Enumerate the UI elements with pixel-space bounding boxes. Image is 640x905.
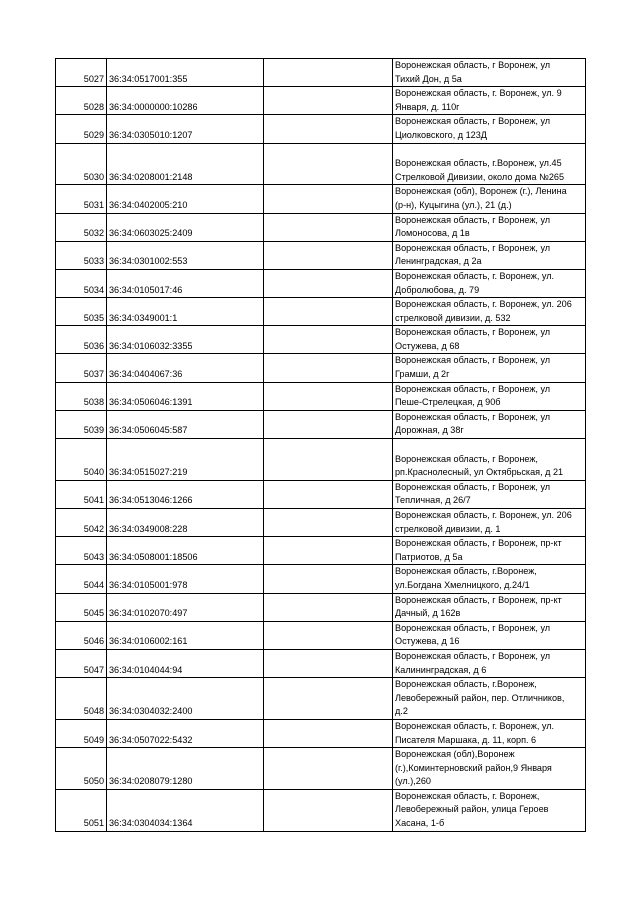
address-cell — [393, 410, 586, 438]
row-number: 5039 — [56, 410, 107, 438]
address-line: Воронежская область, г.Воронеж, — [395, 679, 537, 690]
row-number: 5040 — [56, 439, 107, 481]
table-row — [56, 115, 586, 143]
row-number: 5031 — [56, 185, 107, 213]
address-cell — [393, 382, 586, 410]
address-line: Воронежская (обл), Воронеж (г.), Ленина — [395, 186, 567, 197]
address-line: Тихий Дон, д 5а — [395, 73, 462, 84]
cadastral-number: 36:34:0402005:210 — [107, 185, 264, 213]
table-row — [56, 213, 586, 241]
row-number: 5044 — [56, 565, 107, 593]
address-cell — [393, 115, 586, 143]
address-line: Патриотов, д 5а — [395, 551, 463, 562]
address-line: Воронежская область, г. Воронеж, ул. — [395, 720, 555, 731]
cadastral-number: 36:34:0105001:978 — [107, 565, 264, 593]
cadastral-number: 36:34:0404067:36 — [107, 354, 264, 382]
row-number: 5032 — [56, 213, 107, 241]
address-line: Воронежская область, г Воронеж, ул — [395, 383, 551, 394]
cadastral-number: 36:34:0106032:3355 — [107, 326, 264, 354]
address-cell — [393, 480, 586, 508]
empty-cell — [264, 748, 393, 790]
row-number: 5045 — [56, 593, 107, 621]
table-row — [56, 87, 586, 115]
empty-cell — [264, 480, 393, 508]
cadastral-number: 36:34:0208001:2148 — [107, 143, 264, 185]
cadastral-number: 36:34:0349008:228 — [107, 509, 264, 537]
table-row — [56, 789, 586, 831]
cadastral-number: 36:34:0106002:161 — [107, 621, 264, 649]
address-line: Воронежская область, г. Воронеж, — [395, 790, 540, 801]
address-cell — [393, 87, 586, 115]
empty-cell — [264, 269, 393, 297]
empty-cell — [264, 241, 393, 269]
row-number: 5042 — [56, 509, 107, 537]
address-line: Левобережный район, улица Героев — [395, 804, 549, 815]
empty-cell — [264, 298, 393, 326]
address-line: Воронежская область, г Воронеж, ул — [395, 116, 551, 127]
table-row — [56, 621, 586, 649]
address-line: Грамши, д 2г — [395, 369, 450, 380]
row-number: 5034 — [56, 269, 107, 297]
cadastral-number: 36:34:0104044:94 — [107, 649, 264, 677]
empty-cell — [264, 678, 393, 720]
empty-cell — [264, 354, 393, 382]
empty-cell — [264, 439, 393, 481]
table-row — [56, 410, 586, 438]
empty-cell — [264, 185, 393, 213]
address-line: Левобережный район, пер. Отличников, — [395, 692, 565, 703]
address-line: стрелковой дивизии, д. 532 — [395, 312, 511, 323]
address-line: Воронежская (обл),Воронеж — [395, 749, 515, 760]
row-number: 5047 — [56, 649, 107, 677]
address-line: Воронежская область, г. Воронеж, ул. — [395, 270, 555, 281]
table-row — [56, 143, 586, 185]
address-line — [395, 439, 583, 453]
empty-cell — [264, 537, 393, 565]
row-number: 5036 — [56, 326, 107, 354]
table-row — [56, 185, 586, 213]
address-line: Циолковского, д 123Д — [395, 129, 487, 140]
address-line: Воронежская область, г Воронеж, ул — [395, 327, 551, 338]
cadastral-number: 36:34:0506046:1391 — [107, 382, 264, 410]
address-line: Воронежская область, г Воронеж, ул — [395, 411, 551, 422]
empty-cell — [264, 649, 393, 677]
table-row — [56, 241, 586, 269]
row-number: 5027 — [56, 59, 107, 87]
address-line: Пеше-Стрелецкая, д 90б — [395, 397, 501, 408]
cadastral-number: 36:34:0305010:1207 — [107, 115, 264, 143]
table-row — [56, 748, 586, 790]
registry-table — [55, 58, 586, 832]
cadastral-number: 36:34:0304032:2400 — [107, 678, 264, 720]
address-cell — [393, 748, 586, 790]
address-cell — [393, 649, 586, 677]
table-row — [56, 565, 586, 593]
cadastral-number: 36:34:0000000:10286 — [107, 87, 264, 115]
address-cell — [393, 326, 586, 354]
table-row — [56, 537, 586, 565]
address-line: Остужева, д 68 — [395, 340, 460, 351]
table-row — [56, 678, 586, 720]
address-cell — [393, 509, 586, 537]
row-number: 5046 — [56, 621, 107, 649]
empty-cell — [264, 719, 393, 747]
address-line: Воронежская область, г. Воронеж, ул. 206 — [395, 510, 572, 520]
empty-cell — [264, 410, 393, 438]
cadastral-number: 36:34:0507022:5432 — [107, 719, 264, 747]
address-line: Добролюбова, д. 79 — [395, 284, 480, 295]
table-row — [56, 354, 586, 382]
table-row — [56, 269, 586, 297]
address-line: ул.Богдана Хмелницкого, д.24/1 — [395, 579, 530, 590]
cadastral-number: 36:34:0102070:497 — [107, 593, 264, 621]
address-cell — [393, 621, 586, 649]
cadastral-number: 36:34:0208079:1280 — [107, 748, 264, 790]
row-number: 5043 — [56, 537, 107, 565]
address-cell — [393, 241, 586, 269]
address-line: Воронежская область, г Воронеж, ул — [395, 214, 551, 225]
address-line: Остужева, д 16 — [395, 636, 460, 647]
address-line: (р-н), Куцыгина (ул.), 21 (д.) — [395, 199, 512, 210]
cadastral-number: 36:34:0349001:1 — [107, 298, 264, 326]
address-line: (ул.),260 — [395, 776, 431, 787]
row-number: 5048 — [56, 678, 107, 720]
table-row — [56, 649, 586, 677]
address-line: Ломоносова, д 1в — [395, 228, 470, 239]
address-line: Января, д. 110г — [395, 101, 460, 112]
address-cell — [393, 185, 586, 213]
row-number: 5041 — [56, 480, 107, 508]
cadastral-number: 36:34:0603025:2409 — [107, 213, 264, 241]
address-line: Тепличная, д 26/7 — [395, 495, 471, 506]
address-line: Дачный, д 162в — [395, 608, 461, 619]
row-number: 5029 — [56, 115, 107, 143]
address-line: Воронежская область, г Воронеж, ул — [395, 60, 551, 70]
empty-cell — [264, 326, 393, 354]
table-row — [56, 298, 586, 326]
cadastral-number: 36:34:0506045:587 — [107, 410, 264, 438]
address-line: Стрелковой Дивизии, около дома №265 — [395, 171, 565, 182]
address-cell — [393, 213, 586, 241]
empty-cell — [264, 565, 393, 593]
empty-cell — [264, 789, 393, 831]
row-number: 5050 — [56, 748, 107, 790]
cadastral-number: 36:34:0515027:219 — [107, 439, 264, 481]
empty-cell — [264, 621, 393, 649]
empty-cell — [264, 87, 393, 115]
table-row — [56, 439, 586, 481]
address-line: (г.),Коминтерновский район,9 Января — [395, 762, 552, 773]
registry-table-body — [56, 59, 586, 832]
address-line: стрелковой дивизии, д. 1 — [395, 523, 501, 534]
address-line: Писателя Маршака, д. 11, корп. 6 — [395, 734, 537, 745]
address-line: Воронежская область, г Воронеж, пр-кт — [395, 538, 562, 549]
address-line: рп.Краснолесный, ул Октябрьская, д 21 — [395, 467, 564, 478]
empty-cell — [264, 593, 393, 621]
address-cell — [393, 789, 586, 831]
row-number: 5035 — [56, 298, 107, 326]
table-row — [56, 719, 586, 747]
address-cell — [393, 59, 586, 87]
address-line: Калининградская, д 6 — [395, 664, 487, 675]
cadastral-number: 36:34:0105017:46 — [107, 269, 264, 297]
table-row — [56, 480, 586, 508]
empty-cell — [264, 509, 393, 537]
cadastral-number: 36:34:0304034:1364 — [107, 789, 264, 831]
row-number: 5028 — [56, 87, 107, 115]
row-number: 5037 — [56, 354, 107, 382]
empty-cell — [264, 143, 393, 185]
row-number: 5030 — [56, 143, 107, 185]
address-cell — [393, 678, 586, 720]
address-line: Воронежская область, г Воронеж, ул — [395, 481, 551, 492]
address-line: Воронежская область, г.Воронеж, ул.45 — [395, 158, 562, 169]
address-line: Воронежская область, г.Воронеж, — [395, 566, 537, 577]
row-number: 5051 — [56, 789, 107, 831]
empty-cell — [264, 59, 393, 87]
cadastral-number: 36:34:0508001:18506 — [107, 537, 264, 565]
address-cell — [393, 537, 586, 565]
row-number: 5049 — [56, 719, 107, 747]
empty-cell — [264, 213, 393, 241]
address-line: Воронежская область, г. Воронеж, ул. 9 — [395, 88, 562, 99]
address-line: д.2 — [395, 706, 408, 717]
address-line: Ленинградская, д 2а — [395, 256, 482, 267]
address-line: Дорожная, д 38г — [395, 425, 464, 436]
address-line: Воронежская область, г Воронеж, пр-кт — [395, 594, 562, 605]
table-row — [56, 59, 586, 87]
table-row — [56, 382, 586, 410]
address-line — [395, 144, 583, 158]
row-number: 5033 — [56, 241, 107, 269]
address-cell — [393, 565, 586, 593]
address-line: Воронежская область, г Воронеж, ул — [395, 622, 551, 633]
table-row — [56, 593, 586, 621]
address-line: Воронежская область, г Воронеж, ул — [395, 242, 551, 253]
empty-cell — [264, 115, 393, 143]
address-line: Воронежская область, г Воронеж, ул — [395, 650, 551, 661]
address-cell — [393, 439, 586, 481]
table-row — [56, 509, 586, 537]
address-line: Воронежская область, г Воронеж, ул — [395, 355, 551, 366]
address-cell — [393, 143, 586, 185]
row-number: 5038 — [56, 382, 107, 410]
cadastral-number: 36:34:0301002:553 — [107, 241, 264, 269]
address-cell — [393, 719, 586, 747]
address-line: Воронежская область, г Воронеж, — [395, 453, 538, 464]
table-row — [56, 326, 586, 354]
cadastral-number: 36:34:0513046:1266 — [107, 480, 264, 508]
cadastral-number: 36:34:0517001:355 — [107, 59, 264, 87]
address-cell — [393, 593, 586, 621]
address-line: Воронежская область, г. Воронеж, ул. 206 — [395, 299, 572, 310]
empty-cell — [264, 382, 393, 410]
address-cell — [393, 354, 586, 382]
address-cell — [393, 298, 586, 326]
address-cell — [393, 269, 586, 297]
address-line: Хасана, 1-б — [395, 818, 445, 829]
